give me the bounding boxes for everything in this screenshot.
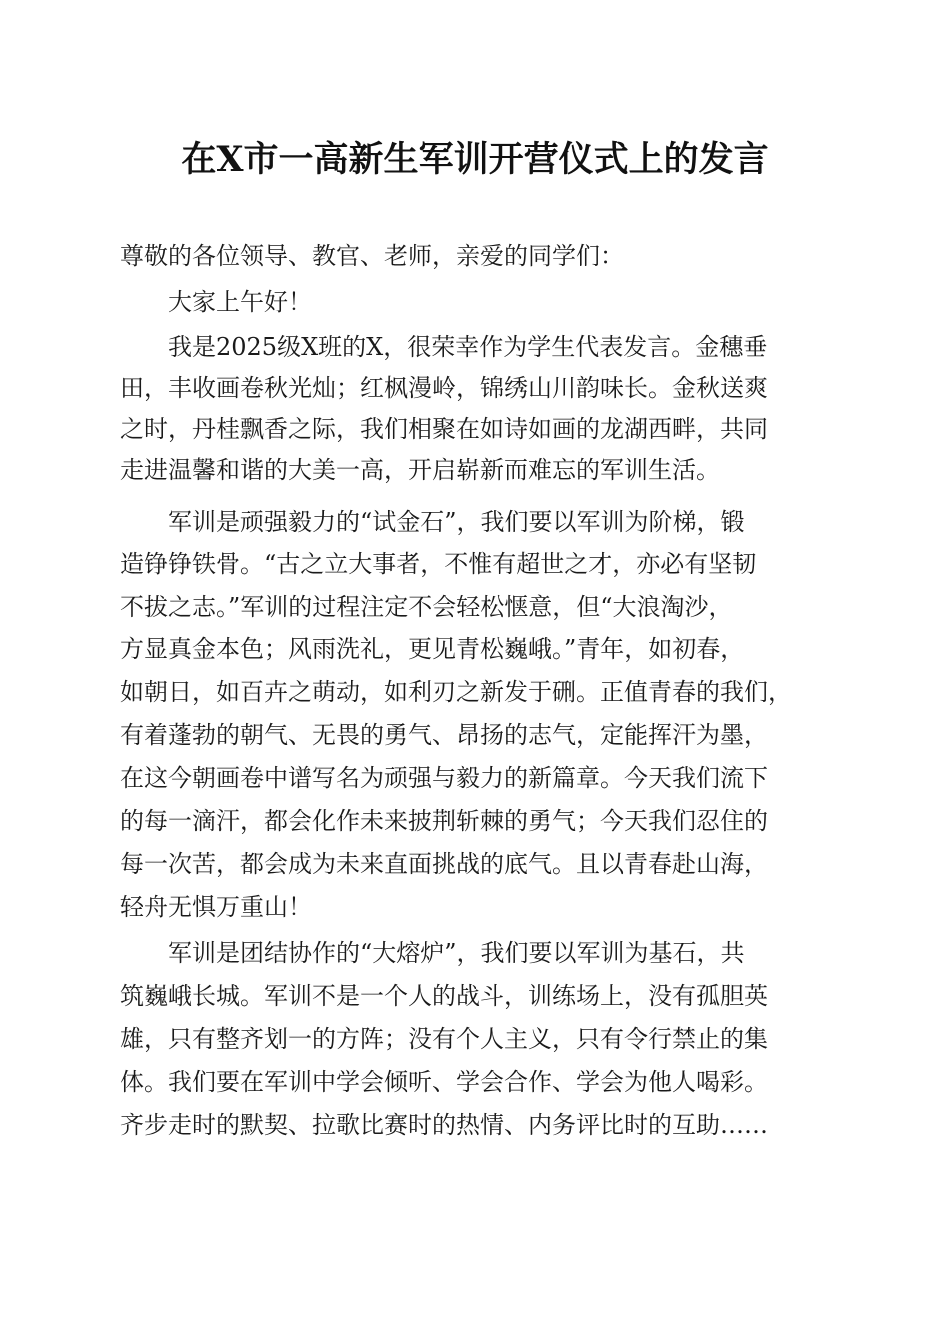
salutation-line: 尊敬的各位领导、教官、老师，亲爱的同学们：: [120, 242, 624, 270]
paragraph-line: 每一次苦，都会成为未来直面挑战的底气。且以青春赴山海，: [120, 850, 768, 878]
paragraph-line: 之时，丹桂飘香之际，我们相聚在如诗如画的龙湖西畔，共同: [120, 415, 768, 443]
paragraph-line: 筑巍峨长城。军训不是一个人的战斗，训练场上，没有孤胆英: [120, 982, 768, 1010]
paragraph-line: 我是2025级X班的X，很荣幸作为学生代表发言。金穗垂: [168, 333, 768, 361]
paragraph-line: 有着蓬勃的朝气、无畏的勇气、昂扬的志气，定能挥汗为墨，: [120, 721, 768, 749]
paragraph-line: 在这今朝画卷中谱写名为顽强与毅力的新篇章。今天我们流下: [120, 764, 768, 792]
paragraph-line: 不拔之志。”军训的过程注定不会轻松惬意，但“大浪淘沙，: [120, 593, 733, 621]
paragraph-line: 的每一滴汗，都会化作未来披荆斩棘的勇气；今天我们忍住的: [120, 807, 768, 835]
paragraph-line: 轻舟无惧万重山！: [120, 893, 312, 921]
document-title: 在X市一高新生军训开营仪式上的发言: [181, 139, 769, 180]
paragraph-line: 造铮铮铁骨。“古之立大事者，不惟有超世之才，亦必有坚韧: [120, 550, 757, 578]
paragraph-line: 方显真金本色；风雨洗礼，更见青松巍峨。”青年，如初春，: [120, 635, 745, 663]
paragraph-line: 田，丰收画卷秋光灿；红枫漫岭，锦绣山川韵味长。金秋送爽: [120, 374, 768, 402]
paragraph-line: 如朝日，如百卉之萌动，如利刃之新发于硎。正值青春的我们，: [120, 678, 792, 706]
paragraph-line: 雄，只有整齐划一的方阵；没有个人主义，只有令行禁止的集: [120, 1025, 768, 1053]
paragraph-line: 军训是顽强毅力的“试金石”，我们要以军训为阶梯，锻: [168, 508, 745, 536]
paragraph-line: 齐步走时的默契、拉歌比赛时的热情、内务评比时的互助……: [120, 1111, 768, 1139]
paragraph-line: 体。我们要在军训中学会倾听、学会合作、学会为他人喝彩。: [120, 1068, 768, 1096]
greeting-line: 大家上午好！: [168, 288, 312, 316]
paragraph-line: 军训是团结协作的“大熔炉”，我们要以军训为基石，共: [168, 939, 745, 967]
paragraph-line: 走进温馨和谐的大美一高，开启崭新而难忘的军训生活。: [120, 456, 720, 484]
